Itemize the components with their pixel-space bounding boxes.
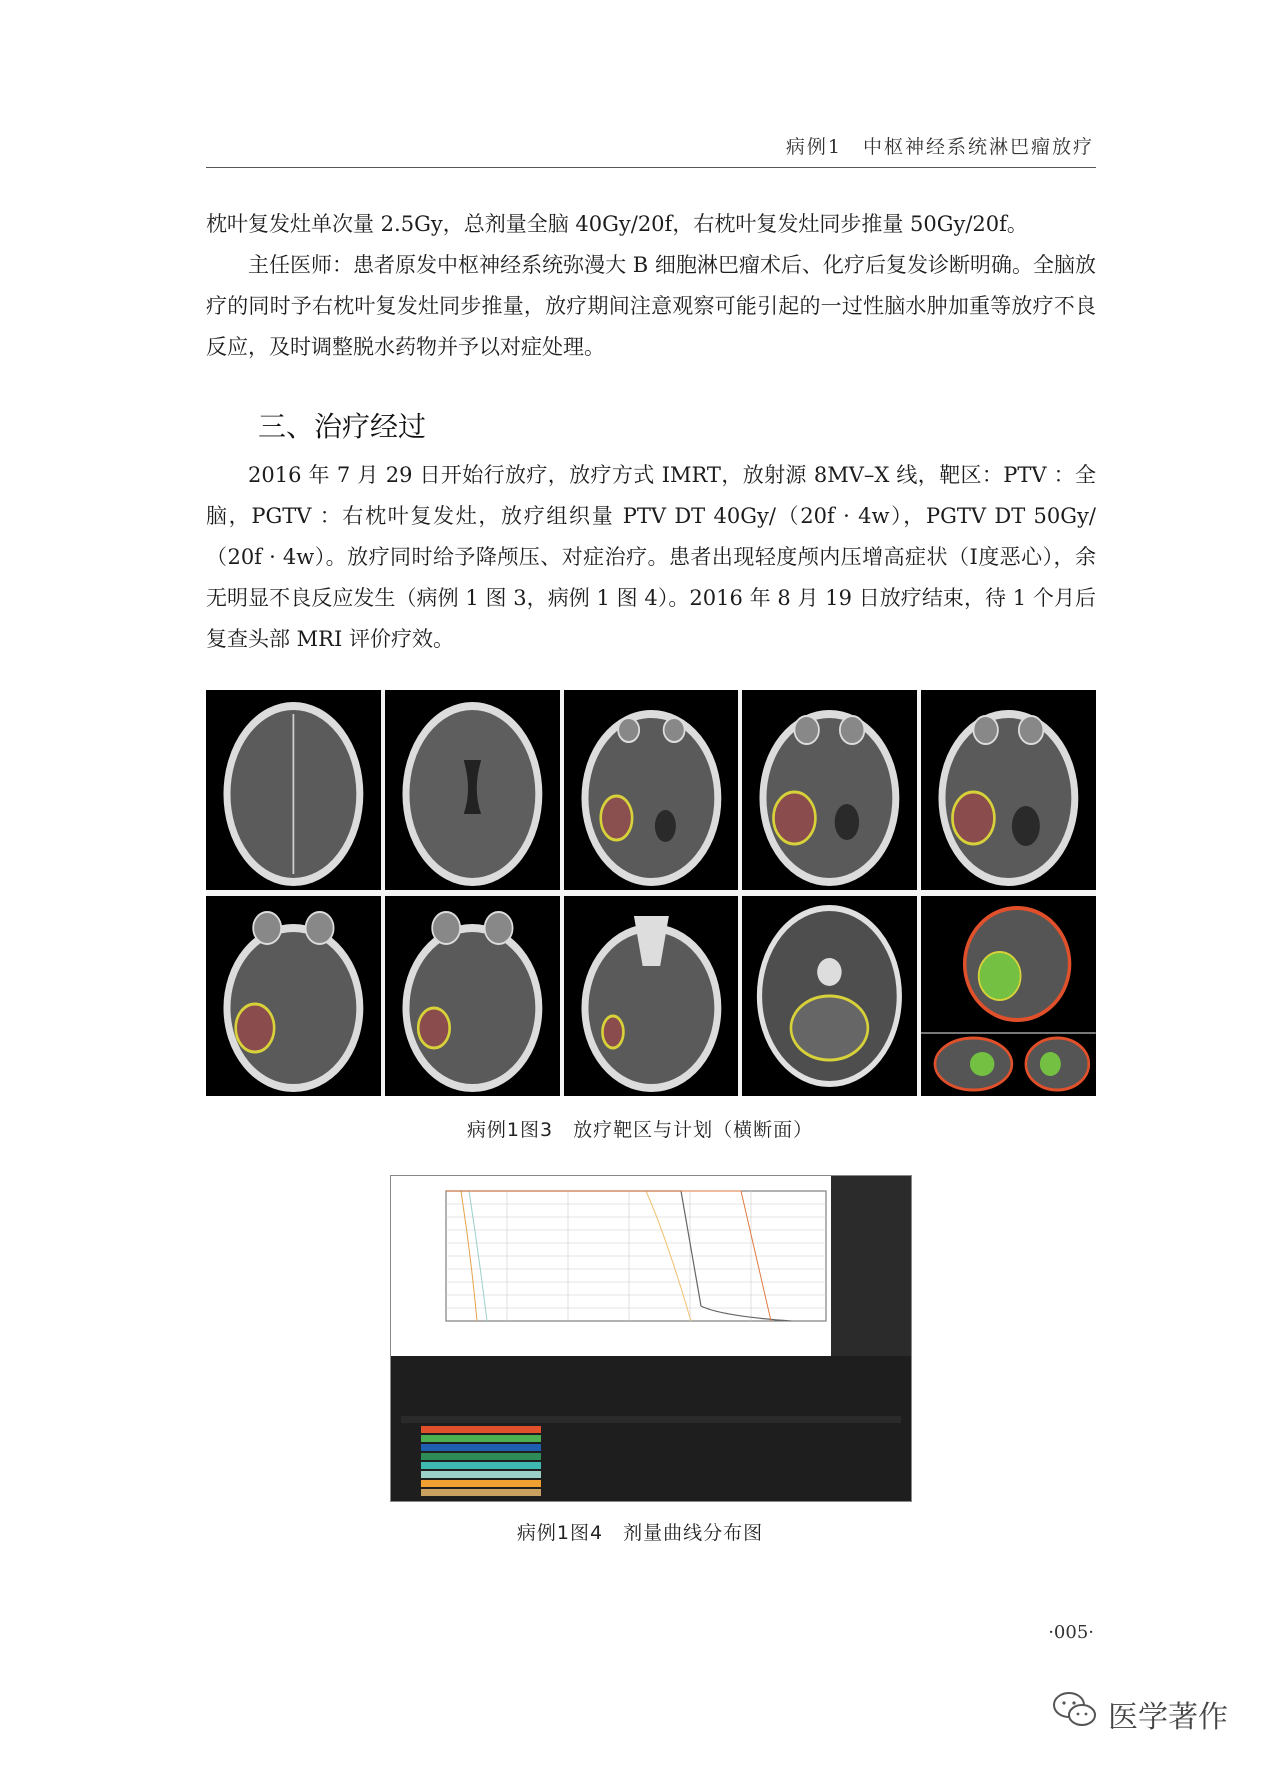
ct-row-bottom [206,896,1096,1096]
paragraph-1: 枕叶复发灶单次量 2.5Gy，总剂量全脑 40Gy/20f，右枕叶复发灶同步推量 50Gy/20f。 [206,212,1028,236]
paragraph-2: 主任医师：患者原发中枢神经系统弥漫大 B 细胞淋巴瘤术后、化疗后复发诊断明确。全脑放疗的同时予右枕叶复发灶同步推量，放疗期间注意观察可能引起的一过性脑水肿加重等放疗不良反应，及时调整脱水药物并予以对症处理。 [206,253,1096,359]
page-number: ·005· [1048,1622,1094,1643]
ct-row-top [206,690,1096,890]
body-text-block-1 [206,204,1096,368]
ct-slice-3 [564,690,739,890]
figure-4-caption: 病例1图4 剂量曲线分布图 [516,1522,764,1544]
watermark [1052,1690,1228,1738]
ct-slice-1 [206,690,381,890]
section-heading: 三、治疗经过 [258,410,427,443]
watermark-text: 医学著作 [1108,1700,1228,1735]
paragraph-3: 2016 年 7 月 29 日开始行放疗，放疗方式 IMRT，放射源 8MV–X 线，靶区：PTV ：全脑，PGTV ：右枕叶复发灶，放疗组织量 PTV DT 40Gy/（20f · 4w），PGTV DT 50Gy/（20f · 4w）。放疗同时给予降颅压、对症治疗。患者出现轻度颅内压增高症状（Ⅰ度恶心），余无明显不良反应发生（病例 1 图 3，病例 1 图 4）。2016 年 8 月 19 日放疗结束，待 1 个月后复查头部 MRI 评价疗效。 [206,463,1096,651]
ct-slice-4 [742,690,917,890]
ct-slice-8 [564,896,739,1096]
ct-slice-5 [921,690,1096,890]
ct-slice-2 [385,690,560,890]
figure-4-dvh-screenshot [390,1175,912,1502]
figure-3-ct-grid [206,690,1096,1096]
ct-slice-6 [206,896,381,1096]
wechat-icon [1052,1690,1098,1738]
ct-slice-10-planning-views [921,896,1096,1096]
ct-slice-9 [742,896,917,1096]
header-rule [206,167,1096,168]
figure-3-caption: 病例1图3 放疗靶区与计划（横断面） [466,1119,814,1141]
ct-slice-7 [385,896,560,1096]
body-text-block-2 [206,455,1096,660]
running-header: 病例1 中枢神经系统淋巴瘤放疗 [785,136,1094,158]
